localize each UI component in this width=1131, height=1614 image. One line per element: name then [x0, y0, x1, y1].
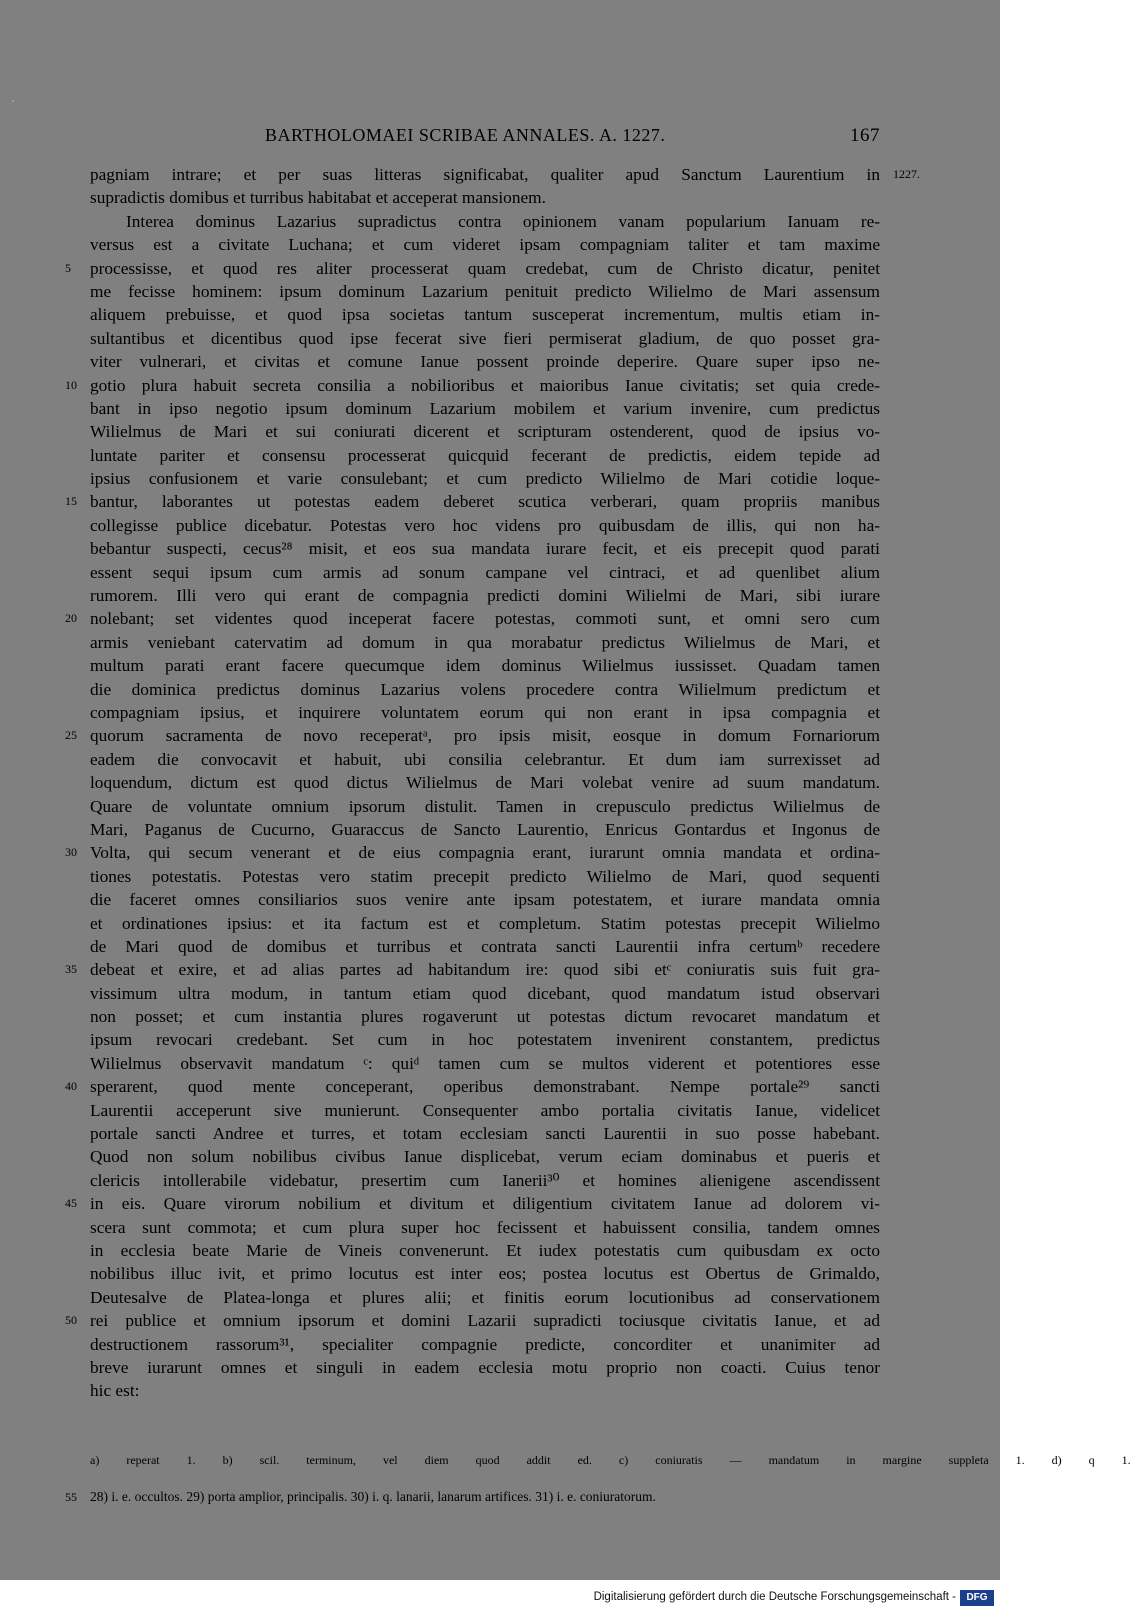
- text-line: [90, 982, 880, 1005]
- text-line: [65, 1192, 880, 1215]
- running-header: [90, 125, 880, 151]
- text-line: [90, 1216, 880, 1239]
- dfg-logo: DFG: [960, 1590, 994, 1606]
- text-line: [90, 1145, 880, 1168]
- line-text: portale sancti Andree et turres, et totam ecclesiam sancti Laurentii in suo posse habebant.: [90, 1124, 880, 1144]
- line-text: collegisse publice dicebatur. Potestas vero hoc videns pro quibusdam de illis, qui non ha-: [90, 515, 880, 535]
- line-text: clericis intollerabile videbatur, presertim cum Ianerii³⁰ et homines alienigene ascendissent: [90, 1170, 880, 1190]
- line-text: de Mari quod de domibus et turribus et contrata sancti Laurentii infra certumᵇ recedere: [90, 936, 880, 956]
- line-text: eadem die convocavit et habuit, ubi consilia celebrantur. Et dum iam surrexisset ad: [90, 749, 880, 769]
- line-text: scera sunt commota; et cum plura super hoc fecissent et habuissent consilia, tandem omnes: [90, 1217, 880, 1237]
- text-line: [90, 795, 880, 818]
- text-line: [90, 678, 880, 701]
- text-line: [90, 1052, 880, 1075]
- line-text: Quare de voluntate omnium ipsorum distulit. Tamen in crepusculo predictus Wilielmus de: [90, 796, 880, 816]
- line-text: Mari, Paganus de Cucurno, Guaraccus de Sancto Laurentio, Enricus Gontardus et Ingonus de: [90, 819, 880, 839]
- line-text: supradictis domibus et turribus habitabat et acceperat mansionem.: [90, 188, 546, 208]
- text-line: [90, 1028, 880, 1051]
- line-text: compagniam ipsius, et inquirere voluntatem eorum qui non erant in ipsa compagnia et: [90, 702, 880, 722]
- line-text: Volta, qui secum venerant et de eius compagnia erant, iurarunt omnia mandata et ordina-: [90, 843, 880, 863]
- apparatus-footnotes: [90, 1451, 1131, 1469]
- text-line: [65, 607, 880, 630]
- text-line: [90, 584, 880, 607]
- text-line: [90, 327, 880, 350]
- line-text: bebantur suspecti, cecus²⁸ misit, et eos sua mandata iurare fecit, et eis precepit quod parati: [90, 539, 880, 559]
- line-text: die faceret omnes consiliarios suos venire ante ipsam potestatem, et iurare mandata omnia: [90, 890, 880, 910]
- text-line: [90, 935, 880, 958]
- line-number: 50: [65, 1313, 77, 1328]
- line-text: rumorem. Illi vero qui erant de compagnia predicti domini Wilielmi de Mari, sibi iurare: [90, 586, 880, 606]
- line-text: vissimum ultra modum, in tantum etiam quod dicebant, quod mandatum istud observari: [90, 983, 880, 1003]
- text-line: [90, 1169, 880, 1192]
- text-line: [90, 888, 880, 911]
- line-number: 55: [65, 1490, 77, 1504]
- line-text: loquendum, dictum est quod dictus Wilielmus de Mari volebat venire ad suum mandatum.: [90, 773, 880, 793]
- text-line: [90, 865, 880, 888]
- line-text: die dominica predictus dominus Lazarius volens procedere contra Wilielmum predictum et: [90, 679, 880, 699]
- line-text: Deutesalve de Platea-longa et plures alii; et finitis eorum locutionibus ad conservationem: [90, 1287, 880, 1307]
- line-number: 45: [65, 1196, 77, 1211]
- text-line: [90, 397, 880, 420]
- line-text: destructionem rassorum³¹, specialiter compagnie predicte, concorditer et unanimiter ad: [90, 1334, 880, 1354]
- text-line: [90, 748, 880, 771]
- line-text: nobilibus illuc ivit, et primo locutus est inter eos; postea locutus est Obertus de Grimaldo,: [90, 1264, 880, 1284]
- text-line: [90, 233, 880, 256]
- line-text: armis veniebant catervatim ad domum in qua morabatur predictus Wilielmus de Mari, et: [90, 632, 880, 652]
- text-line: [90, 350, 880, 373]
- line-text: hic est:: [90, 1381, 140, 1401]
- line-text: bantur, laborantes ut potestas eadem deberet scutica verberari, quam propriis manibus: [90, 492, 880, 512]
- text-line: [90, 163, 920, 186]
- text-line: [90, 1262, 880, 1285]
- text-line: [90, 280, 880, 303]
- text-line: [90, 467, 880, 490]
- text-line: [90, 1379, 880, 1402]
- line-text: bant in ipso negotio ipsum dominum Lazarium mobilem et varium invenire, cum predictus: [90, 398, 880, 418]
- line-text: luntate pariter et consensu processerat quicquid fecerant de predictis, eidem tepide ad: [90, 445, 880, 465]
- text-line: [90, 1005, 880, 1028]
- text-line: [90, 631, 880, 654]
- text-line: [90, 654, 880, 677]
- line-text: processisse, et quod res aliter processerat quam credebat, cum de Christo dicatur, penitet: [90, 258, 880, 278]
- text-line: [90, 701, 880, 724]
- line-text: tiones potestatis. Potestas vero statim precepit predicto Wilielmo de Mari, quod sequenti: [90, 866, 880, 886]
- text-line: [65, 1075, 880, 1098]
- text-line: [65, 841, 880, 864]
- digitization-footer: [0, 1588, 1000, 1610]
- text-line: [65, 374, 880, 397]
- text-line: [90, 537, 880, 560]
- text-line: [90, 186, 880, 209]
- text-line: [90, 912, 880, 935]
- funding-credit: Digitalisierung gefördert durch die Deutsche Forschungsgemeinschaft -: [593, 1591, 956, 1603]
- line-text: Wilielmus de Mari et sui coniurati dicerent et scripturam ostenderent, quod de ipsius vo-: [90, 422, 880, 442]
- line-text: rei publice et omnium ipsorum et domini Lazarii supradicti tociusque civitatis Ianue, et ad: [90, 1311, 880, 1331]
- line-text: ipsum revocari credebant. Set cum in hoc potestatem invenirent constantem, predictus: [90, 1030, 880, 1050]
- line-number: 20: [65, 611, 77, 626]
- line-text: versus est a civitate Luchana; et cum videret ipsam compagniam taliter et tam maxime: [90, 235, 880, 255]
- text-line: [90, 561, 880, 584]
- line-number: 25: [65, 728, 77, 743]
- text-line: [65, 490, 880, 513]
- main-text: [65, 163, 920, 1403]
- header-title: BARTHOLOMAEI SCRIBAE ANNALES. A. 1227.: [265, 125, 666, 145]
- line-text: in eis. Quare virorum nobilium et divitum et diligentium civitatem Ianue ad dolorem vi-: [90, 1194, 880, 1214]
- text-line: [65, 257, 880, 280]
- page-number: 167: [850, 125, 880, 146]
- line-number: 10: [65, 377, 77, 392]
- text-line: [65, 724, 880, 747]
- line-number: 5: [65, 260, 71, 275]
- text-line: [90, 771, 880, 794]
- text-line: [65, 1309, 880, 1332]
- line-text: quorum sacramenta de novo receperatᵃ, pro ipsis misit, eosque in domum Fornariorum: [90, 726, 880, 746]
- line-number: 40: [65, 1079, 77, 1094]
- line-text: in ecclesia beate Marie de Vineis convenerunt. Et iudex potestatis cum quibusdam ex octo: [90, 1240, 880, 1260]
- text-line: [90, 1356, 880, 1379]
- text-line: [90, 444, 880, 467]
- text-line: [65, 958, 880, 981]
- explanatory-footnote-text: 28) i. e. occultos. 29) porta amplior, principalis. 30) i. q. lanarii, lanarum artifices. 31) i. e. coniuratorum.: [90, 1489, 656, 1504]
- line-text: essent sequi ipsum cum armis ad sonum campane vel cintraci, et ad quenlibet alium: [90, 562, 880, 582]
- line-text: pagniam intrare; et per suas litteras significabat, qualiter apud Sanctum Laurentium in: [90, 165, 880, 184]
- line-text: et ordinationes ipsius: et ita factum est et completum. Statim potestas precepit Wilielmo: [90, 913, 880, 933]
- margin-year: 1227.: [893, 167, 920, 181]
- line-text: sperarent, quod mente conceperant, operibus demonstrabant. Nempe portale²⁹ sancti: [90, 1077, 880, 1097]
- text-line: [90, 1286, 880, 1309]
- line-text: ipsius confusionem et varie consulebant; et cum predicto Wilielmo de Mari cotidie loque-: [90, 469, 880, 489]
- explanatory-footnotes: [65, 1488, 880, 1506]
- line-text: gotio plura habuit secreta consilia a nobilioribus et maioribus Ianue civitatis; set quia crede-: [90, 375, 880, 395]
- line-text: multum parati erant facere quecumque idem dominus Wilielmus iussisset. Quadam tamen: [90, 656, 880, 676]
- line-text: viter vulnerari, et civitas et comune Ianue possent proinde deperire. Quare super ipso ne-: [90, 352, 880, 372]
- text-line: [90, 1122, 880, 1145]
- text-line: [90, 514, 880, 537]
- line-number: 35: [65, 962, 77, 977]
- line-text: sultantibus et dicentibus quod ipse fecerat sive fieri permiserat gladium, de quo posset gra-: [90, 328, 880, 348]
- text-line: [90, 1239, 880, 1262]
- line-number: 15: [65, 494, 77, 509]
- text-line: [90, 210, 880, 233]
- line-number: 30: [65, 845, 77, 860]
- line-text: aliquem prebuisse, et quod ipsa societas tantum susceperat incrementum, multis etiam in-: [90, 305, 880, 325]
- apparatus-footnote-text: a) reperat 1. b) scil. terminum, vel diem quod addit ed. c) coniuratis — mandatum in margine suppleta 1. d) q 1.: [90, 1453, 1131, 1467]
- line-text: Interea dominus Lazarius supradictus contra opinionem vanam popularium Ianuam re-: [126, 211, 880, 231]
- line-text: non posset; et cum instantia plures rogaverunt ut potestas dictum revocaret mandatum et: [90, 1007, 880, 1027]
- text-line: [90, 303, 880, 326]
- scan-speck: [12, 100, 14, 102]
- text-line: [90, 1333, 880, 1356]
- line-text: breve iurarunt omnes et singuli in eadem ecclesia motu proprio non coacti. Cuius tenor: [90, 1357, 880, 1377]
- line-text: debeat et exire, et ad alias partes ad habitandum ire: quod sibi etᶜ coniuratis suis fuit gra-: [90, 960, 880, 980]
- line-text: Wilielmus observavit mandatum ᶜ: quiᵈ tamen cum se multos viderent et potentiores esse: [90, 1053, 880, 1073]
- line-text: nolebant; set videntes quod inceperat facere potestas, commoti sunt, et omni sero cum: [90, 609, 880, 629]
- text-line: [90, 818, 880, 841]
- text-line: [90, 1099, 880, 1122]
- line-text: Laurentii acceperunt sive munierunt. Consequenter ambo portalia civitatis Ianue, videlicet: [90, 1100, 880, 1120]
- text-line: [90, 420, 880, 443]
- line-text: Quod non solum nobilibus civibus Ianue displicebat, verum eciam dominabus et pueris et: [90, 1147, 880, 1167]
- line-text: me fecisse hominem: ipsum dominum Lazarium penituit predicto Wilielmo de Mari assensum: [90, 281, 880, 301]
